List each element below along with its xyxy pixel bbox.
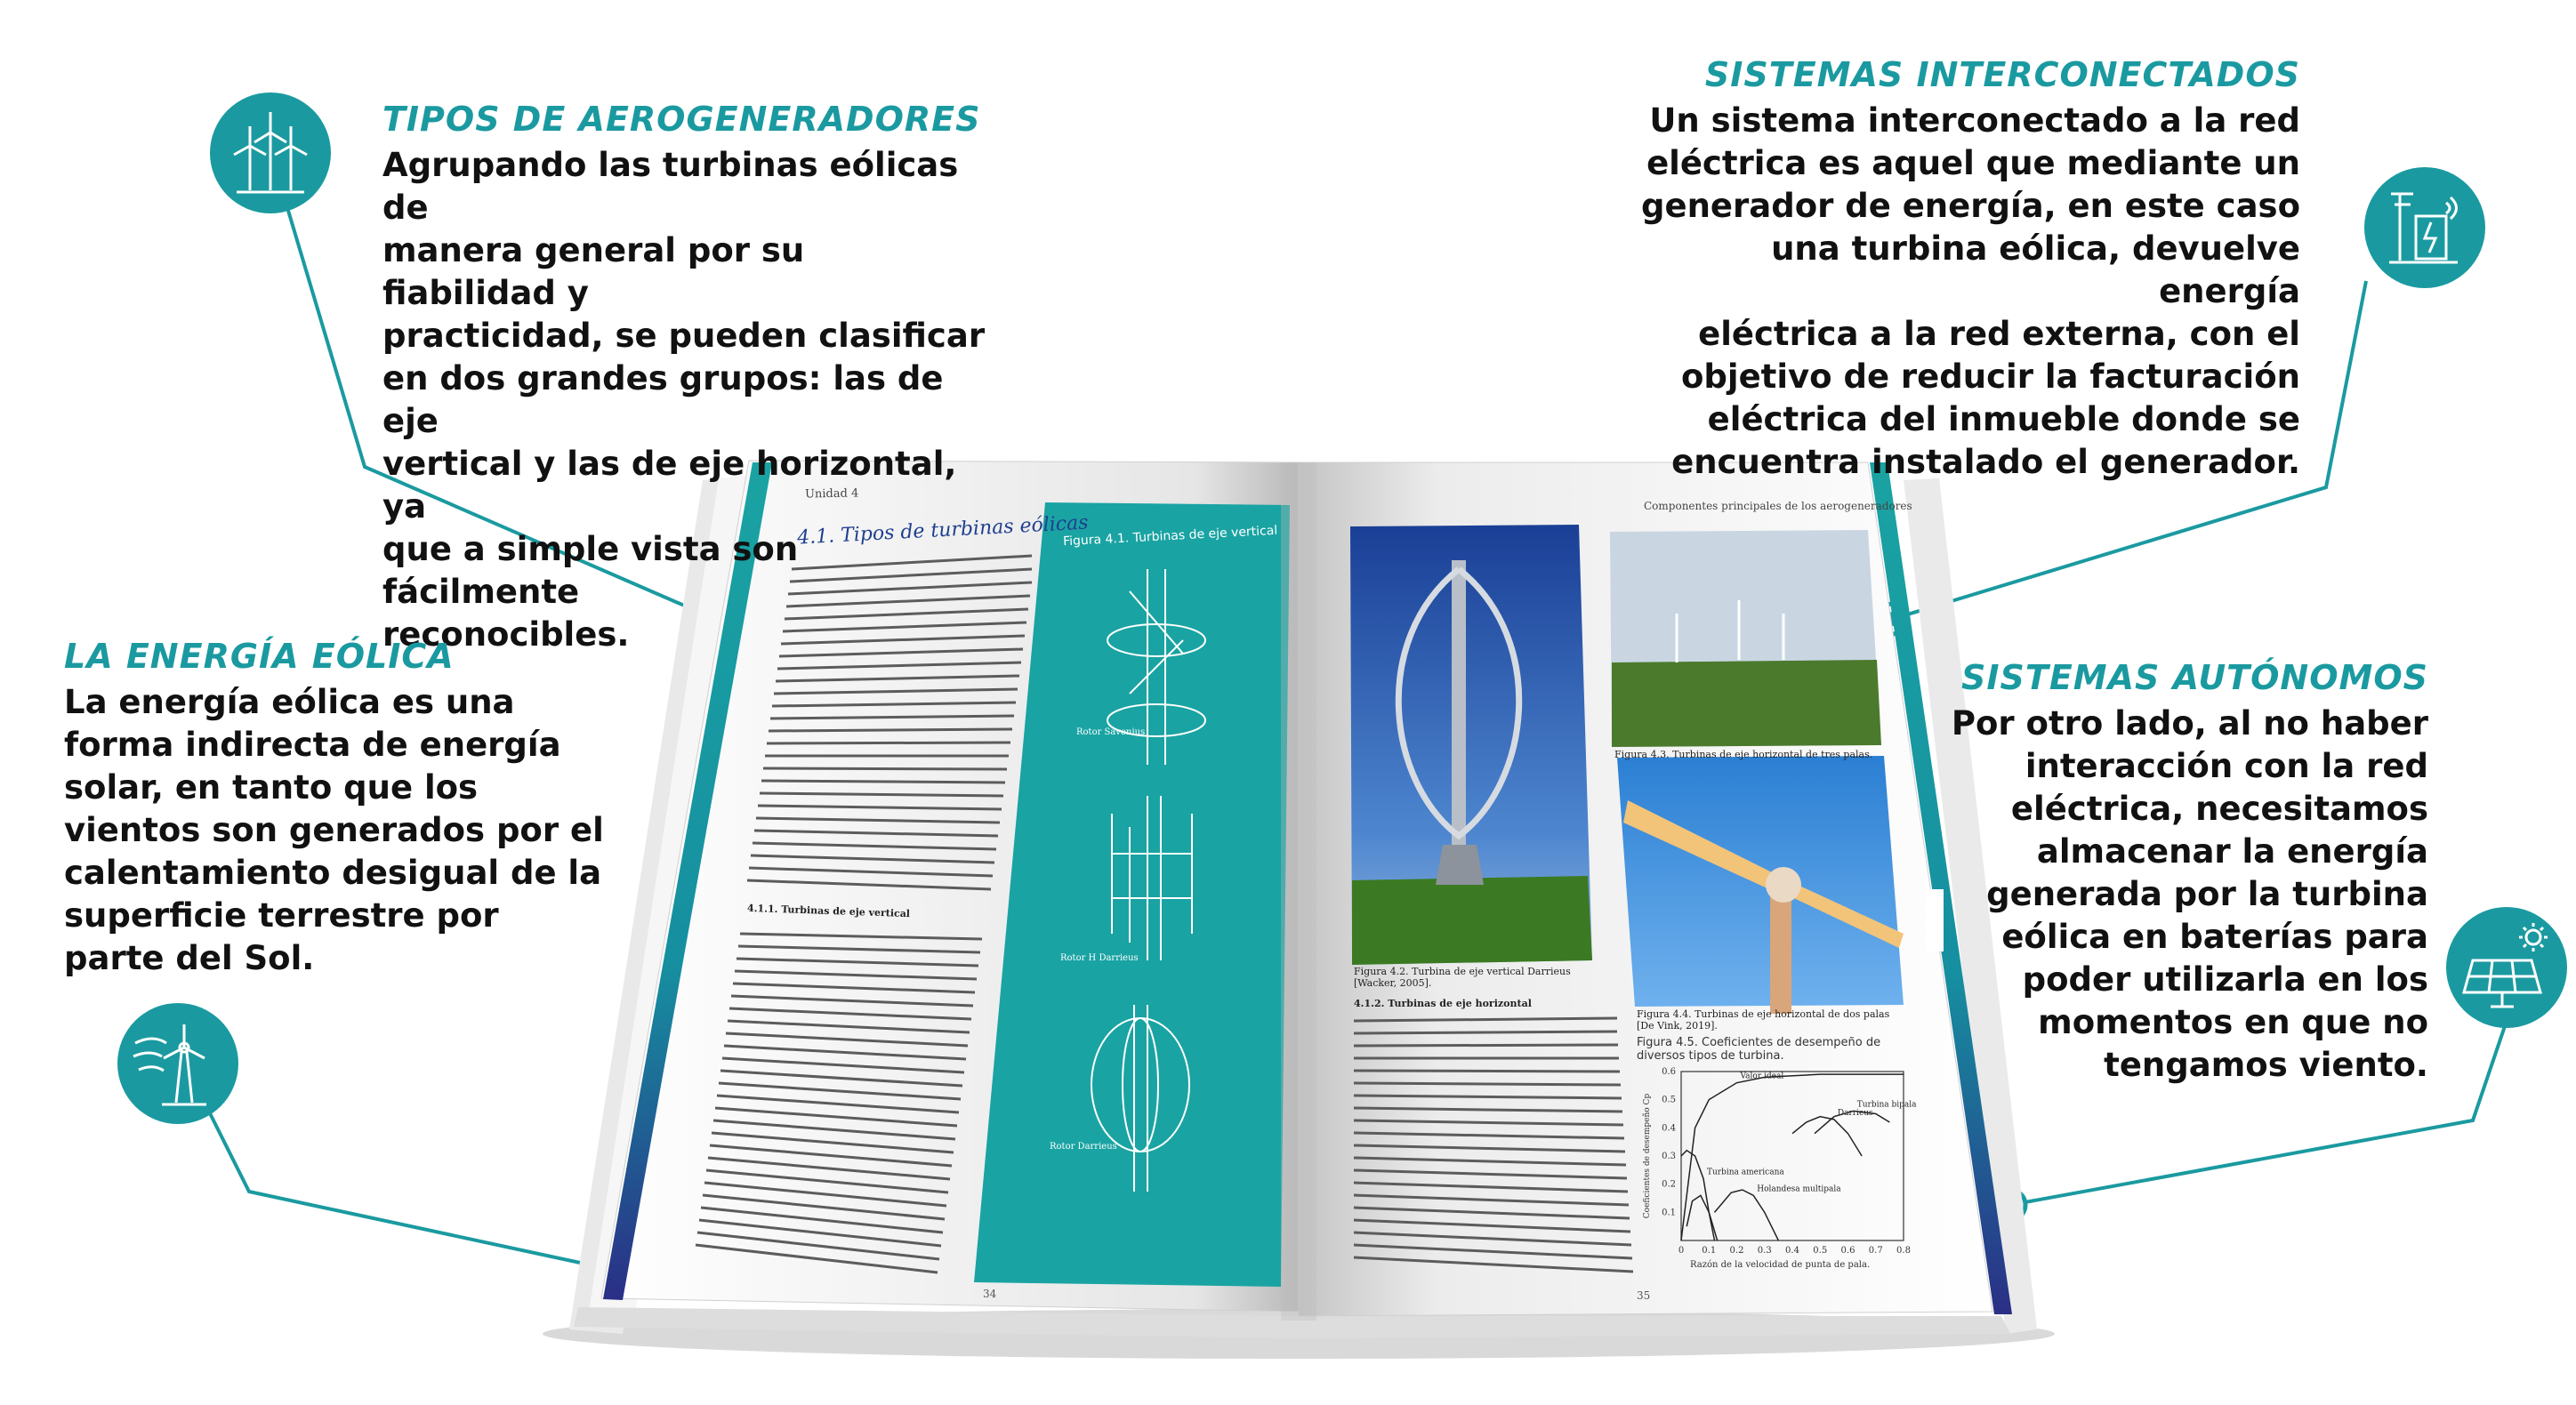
y-tick-label: 0.4 xyxy=(1662,1123,1676,1134)
x-tick-label: 0.7 xyxy=(1868,1246,1883,1256)
y-tick-label: 0.2 xyxy=(1662,1179,1676,1190)
y-tick-label: 0.5 xyxy=(1662,1095,1676,1105)
y-tick-label: 0.1 xyxy=(1662,1208,1676,1218)
callout-body: Agrupando las turbinas eólicas de manera general por su fiabilidad y practicidad, se pueden clasificar en dos grandes grupos: las de eje vertical y las de eje horizontal, ya que a simple vista son fácilmente reconocibles. xyxy=(382,146,986,654)
y-tick-label: 0.3 xyxy=(1662,1152,1676,1161)
callout-body: Un sistema interconectado a la red eléctrica es aquel que mediante un generador de energía, en este caso una turbina eólica, devuelve energía eléctrica a la red externa, con el objetivo de reducir la facturación eléctrica del inmueble donde se encuentra instalado el generador. xyxy=(1640,101,2300,481)
y-tick-label: 0.6 xyxy=(1662,1067,1676,1077)
callout-tipos-aerogeneradores xyxy=(382,100,987,656)
callout-energia-eolica xyxy=(64,637,633,980)
page-number-left: 34 xyxy=(983,1288,997,1300)
darrieus-photo xyxy=(1350,525,1592,965)
callout-body: La energía eólica es una forma indirecta de energía solar, en tanto que los vientos son generados por el calentamiento desigual de la superficie terrestre por parte del Sol. xyxy=(64,683,604,977)
callout-title: TIPOS DE AEROGENERADORES xyxy=(382,100,981,139)
wind-turbines-icon xyxy=(210,92,331,213)
page-number-right: 35 xyxy=(1637,1289,1651,1302)
x-tick-label: 0.1 xyxy=(1702,1246,1717,1256)
chart-plot xyxy=(1637,1063,1921,1285)
section-title: 4.1. Tipos de turbinas eólicas xyxy=(796,511,1090,550)
subsection-vertical: 4.1.1. Turbinas de eje vertical xyxy=(746,902,911,920)
grid-tower-icon xyxy=(2364,167,2485,288)
figure-4-2-caption: Figura 4.2. Turbina de eje vertical Darrieus [Wacker, 2005]. xyxy=(1354,966,1571,989)
callout-sistemas-interconectados xyxy=(1624,55,2300,484)
left-page-header: Unidad 4 xyxy=(804,486,859,502)
x-tick-label: 0.5 xyxy=(1813,1246,1828,1256)
solar-panel-icon xyxy=(2446,907,2567,1028)
x-tick-label: 0.2 xyxy=(1729,1246,1744,1256)
chart-xlabel: Razón de la velocidad de punta de pala. xyxy=(1690,1260,1871,1270)
x-tick-label: 0.8 xyxy=(1896,1246,1911,1256)
series-line-6 xyxy=(1686,1195,1714,1240)
callout-title: LA ENERGÍA EÓLICA xyxy=(64,637,455,676)
callout-title: SISTEMAS AUTÓNOMOS xyxy=(1961,658,2428,697)
callout-body: Por otro lado, al no haber interacción con la red eléctrica, necesitamos almacenar la energía generada por la turbina eólica en baterías para poder utilizarla en los momentos en que no tengamos viento. xyxy=(1951,704,2428,1084)
three-blade-photo xyxy=(1610,530,1881,747)
series-line-1 xyxy=(1681,1074,1904,1240)
figure-4-4-caption: Figura 4.4. Turbinas de eje horizontal de dos palas [De Vink, 2019]. xyxy=(1637,1008,1890,1032)
rotor-h-darrieus-label: Rotor H Darrieus xyxy=(1060,953,1139,963)
series-label: Turbina bipala xyxy=(1856,1100,1917,1110)
series-label: Valor ideal xyxy=(1740,1072,1784,1081)
wind-turbine-wind-icon xyxy=(117,1003,238,1124)
callout-sistemas-autonomos xyxy=(1859,658,2428,1087)
figure-4-3-caption: Figura 4.3. Turbinas de eje horizontal de tres palas. xyxy=(1614,749,1873,760)
series-label: Holandesa multipala xyxy=(1757,1184,1841,1194)
x-tick-label: 0.3 xyxy=(1757,1246,1772,1256)
figure-4-1-caption: Figura 4.1. Turbinas de eje vertical xyxy=(1062,523,1278,550)
series-line-5 xyxy=(1715,1190,1779,1240)
x-tick-label: 0 xyxy=(1678,1246,1685,1256)
rotor-darrieus-label: Rotor Darrieus xyxy=(1050,1142,1117,1152)
series-label: Darrieus xyxy=(1837,1108,1873,1118)
subsection-horizontal: 4.1.2. Turbinas de eje horizontal xyxy=(1354,998,1532,1009)
x-tick-label: 0.6 xyxy=(1840,1246,1856,1256)
callout-title: SISTEMAS INTERCONECTADOS xyxy=(1704,55,2300,94)
series-label: Turbina americana xyxy=(1707,1168,1784,1177)
right-page-header: Componentes principales de los aerogeneradores xyxy=(1644,500,1912,512)
y-axis-label: Coeficientes de desempeño Cp xyxy=(1643,1093,1652,1219)
x-tick-label: 0.4 xyxy=(1785,1246,1799,1256)
rotor-savonius-label: Rotor Savonius xyxy=(1076,727,1146,737)
chart-title: Figura 4.5. Coeficientes de desempeño de diversos tipos de turbina. xyxy=(1637,1036,1881,1063)
